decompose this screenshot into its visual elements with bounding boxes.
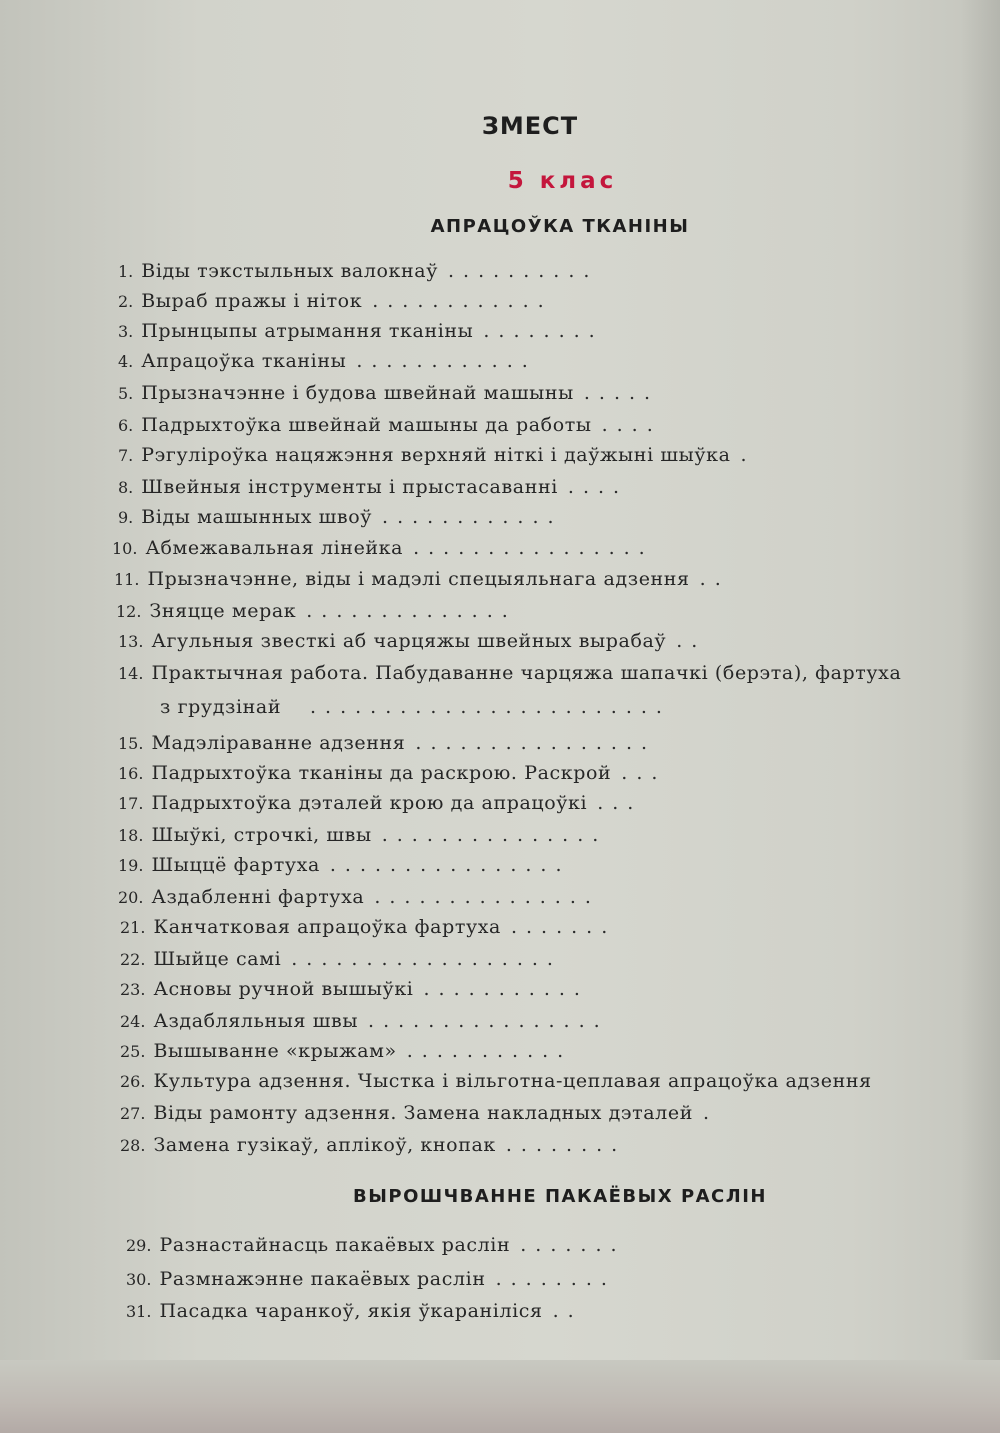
toc-item (118, 320, 604, 342)
toc-item (126, 1268, 616, 1290)
dot-leader: ... (597, 792, 643, 814)
toc-item-number: 13. (118, 632, 144, 651)
toc-item (118, 444, 756, 466)
dot-leader: ................ (329, 854, 571, 876)
toc-item-title: Аздабленні фартуха (151, 886, 365, 908)
toc-item-number: 20. (118, 888, 144, 907)
toc-item-number: 30. (126, 1270, 152, 1289)
toc-item-number: 4. (118, 352, 134, 371)
toc-item-number: 2. (118, 292, 134, 311)
toc-item-number: 21. (120, 918, 146, 937)
toc-item (126, 1234, 626, 1256)
toc-item (118, 630, 706, 652)
toc-item-number: 18. (118, 826, 144, 845)
toc-item-title: Размнажэнне пакаёвых раслін (159, 1268, 486, 1290)
dot-leader: .......... (448, 260, 599, 282)
toc-item-number: 31. (126, 1302, 152, 1321)
toc-item (112, 537, 654, 559)
toc-item-number: 24. (120, 1012, 146, 1031)
toc-item (126, 1300, 583, 1322)
dot-leader: .................. (291, 948, 562, 970)
toc-item-number: 19. (118, 856, 144, 875)
toc-item-number: 1. (118, 262, 134, 281)
toc-item-number: 6. (118, 416, 134, 435)
dot-leader: .............. (306, 600, 517, 622)
toc-item-title: Падрыхтоўка швейнай машыны да работы (141, 414, 592, 436)
toc-item-title: Зняцце мерак (149, 600, 297, 622)
dot-leader: ............ (372, 290, 553, 312)
toc-item (118, 260, 598, 282)
dot-leader: ........... (406, 1040, 573, 1062)
toc-item-number: 3. (118, 322, 134, 341)
toc-item (120, 1070, 872, 1092)
toc-item (118, 506, 563, 528)
toc-item-title: Шыйце самі (153, 948, 282, 970)
toc-item-title: Вышыванне «крыжам» (153, 1040, 397, 1062)
toc-item-title: Падрыхтоўка тканіны да раскрою. Раскрой (151, 762, 612, 784)
toc-item (120, 1010, 609, 1032)
toc-item (118, 382, 659, 404)
toc-item-title: Абмежавальная лінейка (145, 537, 404, 559)
toc-item-title: Шыццё фартуха (151, 854, 320, 876)
dot-leader: .. (676, 630, 707, 652)
section-heading-plants: ВЫРОШЧВАННЕ ПАКАЁВЫХ РАСЛІН (353, 1186, 767, 1207)
toc-item-number: 25. (120, 1042, 146, 1061)
toc-item-title: Віды машынных швоў (141, 506, 373, 528)
dot-leader: ........ (483, 320, 604, 342)
toc-item (118, 824, 607, 846)
toc-item-title: Рэгуліроўка нацяжэння верхняй ніткі і даўжыні шыўка (141, 444, 731, 466)
toc-item-number: 11. (114, 570, 140, 589)
toc-item-title: Асновы ручной вышыўкі (153, 978, 414, 1000)
page-title: ЗМЕСТ (481, 112, 579, 140)
toc-item-number: 12. (116, 602, 142, 621)
toc-item-number: 22. (120, 950, 146, 969)
toc-item-number: 17. (118, 794, 144, 813)
toc-item (118, 732, 656, 754)
dot-leader: ................ (413, 537, 654, 559)
toc-item-continuation: з грудзінай (160, 696, 282, 718)
dot-leader: ........ (505, 1134, 627, 1156)
toc-item (120, 978, 589, 1000)
toc-item-title: Прызначэнне і будова швейнай машыны (141, 382, 574, 404)
toc-item-number: 9. (118, 508, 134, 527)
toc-item (118, 854, 571, 876)
toc-item (118, 290, 553, 312)
toc-item (120, 1134, 626, 1156)
dot-leader: ....... (520, 1234, 626, 1256)
toc-item-title: Прызначэнне, віды і мадэлі спецыяльнага адзення (147, 568, 690, 590)
toc-item-title: Падрыхтоўка дэталей крою да апрацоўкі (151, 792, 588, 814)
toc-item-number: 8. (118, 478, 134, 497)
toc-item-number: 10. (112, 539, 138, 558)
dot-leader: . (740, 444, 756, 466)
toc-item (120, 1102, 718, 1124)
toc-item (118, 414, 662, 436)
dot-leader: ............... (381, 824, 608, 846)
toc-item (120, 916, 616, 938)
toc-item-title: Канчатковая апрацоўка фартуха (153, 916, 501, 938)
toc-item-title: Замена гузікаў, аплікоў, кнопак (153, 1134, 496, 1156)
dot-leader: .. (699, 568, 730, 590)
dot-leader: ..... (583, 382, 660, 404)
toc-item-title: Віды тэкстыльных валокнаў (141, 260, 438, 282)
dot-leader: . (702, 1102, 719, 1124)
toc-item-number: 29. (126, 1236, 152, 1255)
toc-item-number: 15. (118, 734, 144, 753)
toc-item (116, 600, 517, 622)
dot-leader: .. (552, 1300, 583, 1322)
dot-leader: ................ (415, 732, 657, 754)
toc-item-number: 27. (120, 1104, 146, 1123)
toc-item-title: Агульныя звесткі аб чарцяжы швейных вырабаў (151, 630, 667, 652)
dot-leader: ........................ (310, 696, 671, 718)
toc-item-title: Шыўкі, строчкі, швы (151, 824, 372, 846)
toc-item-title: Культура адзення. Чыстка і вільготна-цеплавая апрацоўка адзення (153, 1070, 872, 1092)
toc-item-title: Аздабляльныя швы (153, 1010, 359, 1032)
page-gutter-shadow (960, 0, 1000, 1433)
dot-leader: ............... (374, 886, 600, 908)
toc-item-title: Швейныя інструменты і прыстасаванні (141, 476, 558, 498)
dot-leader: .... (601, 414, 662, 436)
toc-item-number: 23. (120, 980, 146, 999)
toc-item-title: Прынцыпы атрымання тканіны (141, 320, 474, 342)
toc-item (120, 948, 562, 970)
toc-item-title: Разнастайнасць пакаёвых раслін (159, 1234, 511, 1256)
dot-leader: .... (567, 476, 629, 498)
class-label: 5 клас (507, 168, 618, 194)
toc-item-number: 16. (118, 764, 144, 783)
toc-item-number: 14. (118, 664, 144, 683)
toc-item (118, 350, 537, 372)
toc-item (114, 568, 730, 590)
toc-item-title: Апрацоўка тканіны (141, 350, 347, 372)
toc-item-title: Мадэліраванне адзення (151, 732, 406, 754)
toc-item-title: Практычная работа. Пабудаванне чарцяжа шапачкі (берэта), фартуха (151, 662, 902, 684)
page-bottom-edge (0, 1360, 1000, 1433)
dot-leader: ............ (356, 350, 537, 372)
toc-item-number: 7. (118, 446, 134, 465)
dot-leader: ... (621, 762, 667, 784)
toc-item (118, 662, 901, 684)
toc-item-title: Віды рамонту адзення. Замена накладных дэталей (153, 1102, 693, 1124)
toc-item-number: 5. (118, 384, 134, 403)
toc-item-number: 28. (120, 1136, 146, 1155)
dot-leader: ....... (510, 916, 617, 938)
toc-item (118, 476, 628, 498)
toc-item-title: Выраб пражы і ніток (141, 290, 363, 312)
dot-leader: ............ (382, 506, 563, 528)
toc-item (118, 792, 642, 814)
toc-item (120, 1040, 572, 1062)
toc-item-number: 26. (120, 1072, 146, 1091)
toc-item-title: Пасадка чаранкоў, якія ўкараніліся (159, 1300, 543, 1322)
toc-item (118, 762, 666, 784)
dot-leader: ................ (368, 1010, 609, 1032)
toc-item (118, 886, 600, 908)
section-heading-fabric: АПРАЦОЎКА ТКАНІНЫ (430, 216, 690, 237)
dot-leader: ........ (495, 1268, 616, 1290)
dot-leader: ........... (423, 978, 589, 1000)
